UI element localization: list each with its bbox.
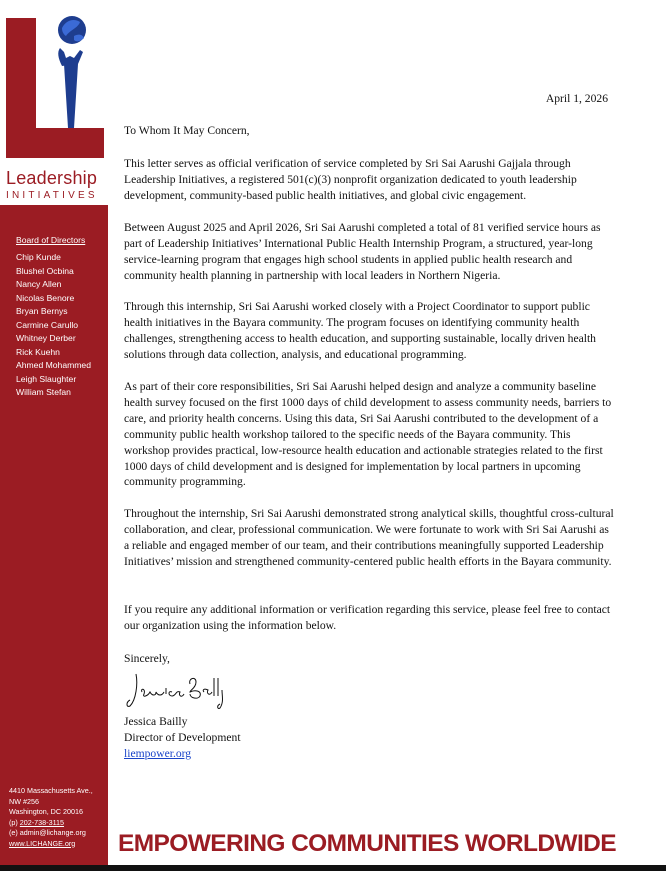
paragraph: Through this internship, Sri Sai Aarushi worked closely with a Project Coordinator to support public health initiatives in the Bayara community. The program focuses on identifying community health challenges, strengthening access to health education, and supporting sustainable, locally driven health solutions through data collection, analysis, and educational programming. <box>124 300 596 361</box>
address-line: NW #256 <box>9 796 39 806</box>
phone-link[interactable]: 202-738-3115 <box>19 817 65 827</box>
email-line: (e) admin@lichange.org <box>9 828 86 837</box>
logo <box>0 0 108 205</box>
paragraph: As part of their core responsibilities, Sri Sai Aarushi helped design and analyze a community baseline health survey focused on the first 1000 days of child development to assess community needs, barriers to care, and priority health concerns. Using this data, Sri Sai Aarushi contributed to the development of a community public health workshop tailored to the specific needs of the Bayara community. This workshop provides practical, low-resource health education and actionable strategies related to the first 1000 days of child development and is designed for implementation by local partners in upcoming community programming. <box>124 380 612 489</box>
paragraph: Between August 2025 and April 2026, Sri Sai Aarushi completed a total of 81 verified service hours as part of Leadership Initiatives’ International Public Health Internship Program, a structured, year-long service-learning program that engages high school students in applied public health research and community health planning in partnership with local leaders in Northern Nigeria. <box>124 221 601 282</box>
signer-name: Jessica Bailly <box>124 715 188 728</box>
website-link[interactable]: www.LICHANGE.org <box>9 838 76 848</box>
contact-info <box>9 786 93 849</box>
closing: Sincerely, <box>124 652 170 665</box>
org-name: Leadership <box>6 168 98 188</box>
board-member: Nicolas Benore <box>16 292 75 303</box>
signer-title: Director of Development <box>124 731 241 744</box>
paragraph: Throughout the internship, Sri Sai Aarushi demonstrated strong analytical skills, thoughtful cross-cultural collaboration, and clear, professional communication. We were fortunate to work with Sri Sai Aarushi as a reliable and engaged member of our team, and their contributions meaningfully supported Leadership Initiatives’ mission and strengthened community-centered public health efforts in the Bayara community. <box>124 507 614 568</box>
board-member: Nancy Allen <box>16 279 62 289</box>
board-member: Blushel Ocbina <box>16 265 74 276</box>
address-line: Washington, DC 20016 <box>9 807 84 816</box>
signer-link[interactable]: liempower.org <box>124 747 192 760</box>
board-member: Carmine Carullo <box>16 319 79 330</box>
address-line: 4410 Massachusetts Ave., <box>9 786 93 795</box>
board-member: Chip Kunde <box>16 252 61 262</box>
board-member: Ahmed Mohammed <box>16 360 91 370</box>
footer-tagline: EMPOWERING COMMUNITIES WORLDWIDE <box>118 830 616 857</box>
board-member: Leigh Slaughter <box>16 373 77 384</box>
board-member: William Stefan <box>16 387 71 397</box>
board-heading: Board of Directors <box>16 235 86 245</box>
letter-date: April 1, 2026 <box>545 92 608 105</box>
paragraph: This letter serves as official verification of service completed by Sri Sai Aarushi Gajjala through Leadership Initiatives, a registered 501(c)(3) nonprofit organization dedicated to youth leadership development, community-based public health initiatives, and global civic engagement. <box>124 157 577 202</box>
salutation: To Whom It May Concern, <box>124 124 250 137</box>
org-subtitle: INITIATIVES <box>6 190 98 201</box>
sidebar <box>0 205 108 865</box>
paragraph: If you require any additional information or verification regarding this service, please feel free to contact our organization using the information below. <box>124 603 611 632</box>
board-member: Rick Kuehn <box>16 346 60 357</box>
signature-icon <box>124 666 234 712</box>
email-link[interactable]: admin@lichange.org <box>19 828 86 837</box>
board-member: Bryan Bernys <box>16 306 68 316</box>
board-of-directors <box>16 235 91 400</box>
footer-bar <box>0 865 666 871</box>
phone-line: (p) 202-738-3115 <box>9 817 65 827</box>
leadership-initiatives-logo-icon <box>0 0 108 168</box>
signature-image <box>124 666 234 712</box>
board-member: Whitney Derber <box>16 333 76 343</box>
